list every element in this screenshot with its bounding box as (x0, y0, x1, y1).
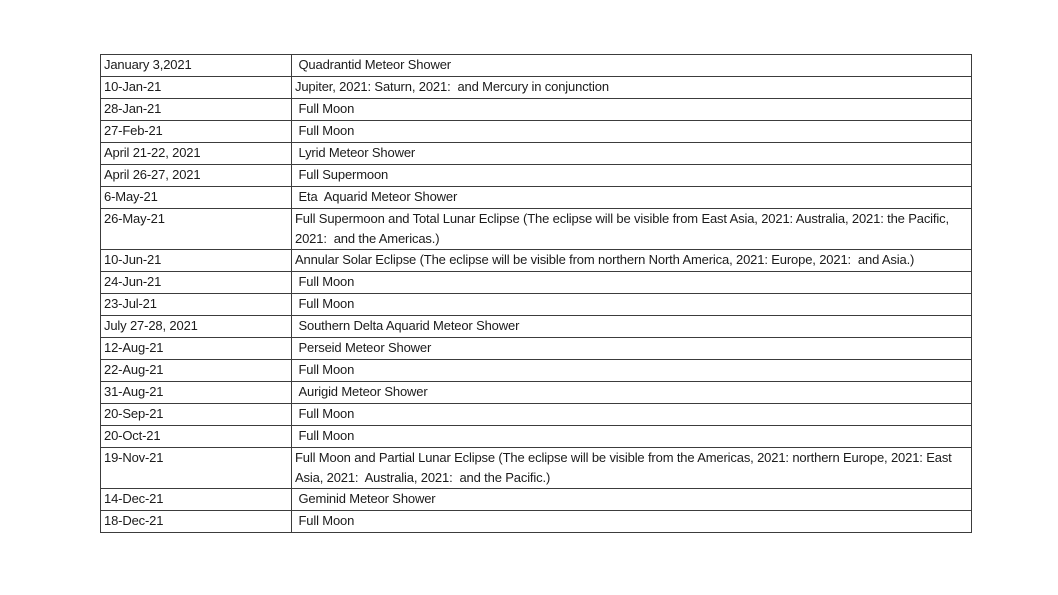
event-row (101, 448, 972, 489)
event-description-cell: Full Moon (292, 121, 972, 143)
event-row (101, 382, 972, 404)
event-row (101, 316, 972, 338)
date-cell: 6-May-21 (101, 187, 292, 209)
event-description-cell: Jupiter, 2021: Saturn, 2021: and Mercury in conjunction (292, 77, 972, 99)
event-row (101, 294, 972, 316)
event-row (101, 250, 972, 272)
event-row (101, 489, 972, 511)
date-cell: April 21-22, 2021 (101, 143, 292, 165)
event-description-cell: Eta Aquarid Meteor Shower (292, 187, 972, 209)
event-description-cell: Annular Solar Eclipse (The eclipse will be visible from northern North America, 2021: Europe, 2021: and Asia.) (292, 250, 972, 272)
event-description-cell: Aurigid Meteor Shower (292, 382, 972, 404)
events-table-body (101, 55, 972, 533)
date-cell: 12-Aug-21 (101, 338, 292, 360)
date-cell: 24-Jun-21 (101, 272, 292, 294)
date-cell: 20-Sep-21 (101, 404, 292, 426)
event-row (101, 272, 972, 294)
event-description-cell: Full Moon (292, 294, 972, 316)
event-row (101, 55, 972, 77)
event-row (101, 360, 972, 382)
event-row (101, 209, 972, 250)
event-row (101, 187, 972, 209)
date-cell: April 26-27, 2021 (101, 165, 292, 187)
event-row (101, 338, 972, 360)
event-row (101, 404, 972, 426)
date-cell: 20-Oct-21 (101, 426, 292, 448)
date-cell: 26-May-21 (101, 209, 292, 250)
date-cell: July 27-28, 2021 (101, 316, 292, 338)
event-description-cell: Full Moon (292, 360, 972, 382)
event-row (101, 99, 972, 121)
event-description-cell: Geminid Meteor Shower (292, 489, 972, 511)
date-cell: 27-Feb-21 (101, 121, 292, 143)
date-cell: 31-Aug-21 (101, 382, 292, 404)
date-cell: January 3,2021 (101, 55, 292, 77)
event-description-cell: Full Moon (292, 426, 972, 448)
event-description-cell: Full Moon (292, 511, 972, 533)
event-description-cell: Southern Delta Aquarid Meteor Shower (292, 316, 972, 338)
event-description-cell: Full Supermoon and Total Lunar Eclipse (The eclipse will be visible from East Asia, 2021: Australia, 2021: the Pacific, 2021: and the Americas.) (292, 209, 972, 250)
events-table-container (100, 54, 972, 533)
event-description-cell: Full Moon (292, 404, 972, 426)
date-cell: 10-Jun-21 (101, 250, 292, 272)
event-description-cell: Full Moon (292, 272, 972, 294)
date-cell: 19-Nov-21 (101, 448, 292, 489)
event-description-cell: Full Moon and Partial Lunar Eclipse (The eclipse will be visible from the Americas, 2021: northern Europe, 2021: East Asia, 2021: Australia, 2021: and the Pacific.) (292, 448, 972, 489)
event-row (101, 121, 972, 143)
event-row (101, 143, 972, 165)
date-cell: 22-Aug-21 (101, 360, 292, 382)
event-description-cell: Perseid Meteor Shower (292, 338, 972, 360)
date-cell: 28-Jan-21 (101, 99, 292, 121)
event-description-cell: Full Moon (292, 99, 972, 121)
event-description-cell: Quadrantid Meteor Shower (292, 55, 972, 77)
event-description-cell: Lyrid Meteor Shower (292, 143, 972, 165)
date-cell: 14-Dec-21 (101, 489, 292, 511)
event-row (101, 77, 972, 99)
date-cell: 18-Dec-21 (101, 511, 292, 533)
event-description-cell: Full Supermoon (292, 165, 972, 187)
events-table (100, 54, 972, 533)
event-row (101, 165, 972, 187)
event-row (101, 426, 972, 448)
date-cell: 23-Jul-21 (101, 294, 292, 316)
date-cell: 10-Jan-21 (101, 77, 292, 99)
event-row (101, 511, 972, 533)
